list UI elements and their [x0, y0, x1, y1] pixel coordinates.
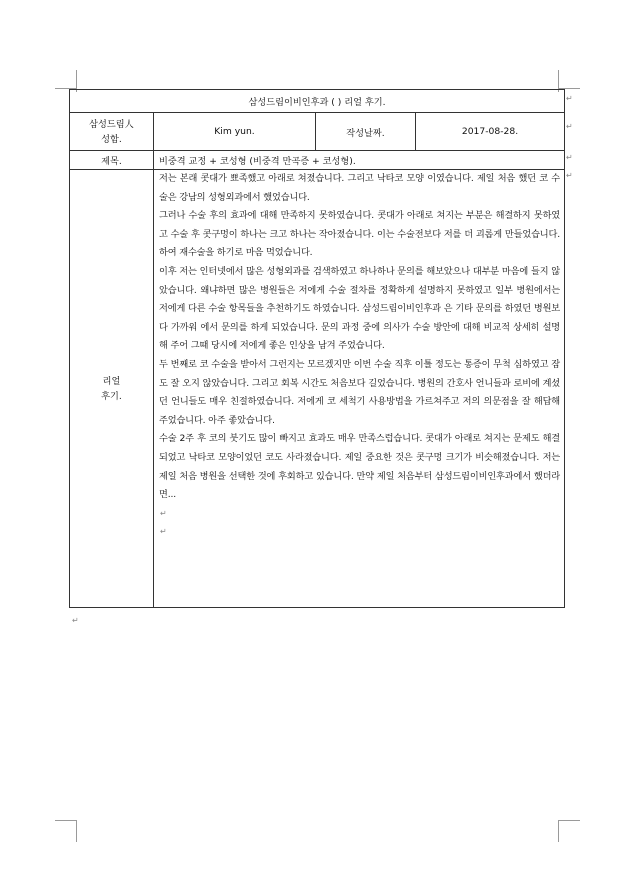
subject-row [70, 151, 565, 170]
paragraph-end-mark: ↵ [72, 616, 79, 625]
date-label: 작성날짜. [316, 113, 416, 151]
empty-paragraph: ↵ [160, 527, 167, 537]
review-body[interactable] [154, 170, 565, 608]
review-label: 리얼 후기. [70, 170, 154, 608]
review-paragraph: 그러나 수술 후의 효과에 대해 만족하지 못하였습니다. 콧대가 아래로 쳐지는 부분은 해결하지 못하였고 수술 후 콧구멍이 하나는 크고 하나는 작아졌습니다. 이는 수술전보다 저를 더 괴롭게 만들었습니다. 하여 재수술을 하기로 마음 먹었습니다. [159, 210, 561, 259]
author-value[interactable]: Kim yun. [154, 113, 316, 151]
empty-paragraph: ↵ [160, 508, 167, 518]
row-end-mark-2: ↵ [566, 122, 573, 131]
date-value[interactable]: 2017-08-28. [416, 113, 565, 151]
review-paragraph: 이후 저는 인터넷에서 많은 성형외과를 검색하였고 하나하나 문의를 해보았으나 대부분 마음에 들지 않았습니다. 왜냐하면 많은 병원들은 저에게 수술 절차를 정확하게 설명하지 못하였고 일부 병원에서는 저에게 다른 수술 항목들을 추천하기도 하였습니다. 삼성드림이비인후과 은 기타 문의를 하였던 병원보다 가까워 에서 문의를 하게 되었습니다. 문의 과정 중에 의사가 수술 방안에 대해 비교적 상세히 설명해 주어 그때 당시에 저에게 좋은 인상을 남겨 주었습니다. [159, 265, 561, 352]
review-paragraph: 수술 2주 후 코의 붓기도 많이 빠지고 효과도 매우 만족스럽습니다. 콧대가 아래로 쳐지는 문제도 해결 되었고 낙타코 모양이었던 코도 사라졌습니다. 제일 중요한 것은 콧구멍 크기가 비슷해졌습니다. 저는 제일 처음 병원을 선택한 것에 후회하고 있습니다. 만약 제일 처음부터 삼성드림이비인후과에서 했더라면... [159, 433, 561, 501]
row-end-mark-3: ↵ [566, 153, 573, 162]
title-row [70, 90, 565, 113]
row-end-mark-4: ↵ [566, 171, 573, 180]
author-row [70, 113, 565, 151]
review-row [70, 170, 565, 608]
crop-mark-bottom-left [76, 820, 77, 842]
crop-mark-bottom-right-h [558, 820, 580, 821]
row-end-mark-1: ↵ [566, 94, 573, 103]
review-paragraph: 저는 본래 콧대가 뾰족했고 아래로 쳐졌습니다. 그리고 낙타코 모양 이였습니다. 제일 처음 했던 코 수술은 강남의 성형외과에서 했었습니다. [159, 173, 561, 203]
author-label: 삼성드림人 성함. [70, 113, 154, 151]
crop-mark-bottom-right [558, 820, 559, 842]
subject-label: 제목. [70, 151, 154, 170]
crop-mark-bottom-left-h [55, 820, 77, 821]
document-title: 삼성드림이비인후과 ( ) 리얼 후기. [70, 90, 565, 113]
subject-value[interactable]: 비중격 교정 + 코성형 (비중격 만곡증 + 코성형). [154, 151, 565, 170]
review-form-table [69, 89, 565, 608]
review-paragraph: 두 번째로 코 수술을 받아서 그런지는 모르겠지만 이번 수술 직후 이틀 정도는 통증이 무척 심하였고 잠도 잘 오지 않았습니다. 그리고 회복 시간도 처음보다 길었습니다. 병원의 간호사 언니들과 로비에 계셨던 언니들도 매우 친절하였습니다. 저에게 코 세척기 사용방법을 가르쳐주고 저의 의문점을 잘 해답해 주었습니다. 아주 좋았습니다. [159, 358, 561, 426]
